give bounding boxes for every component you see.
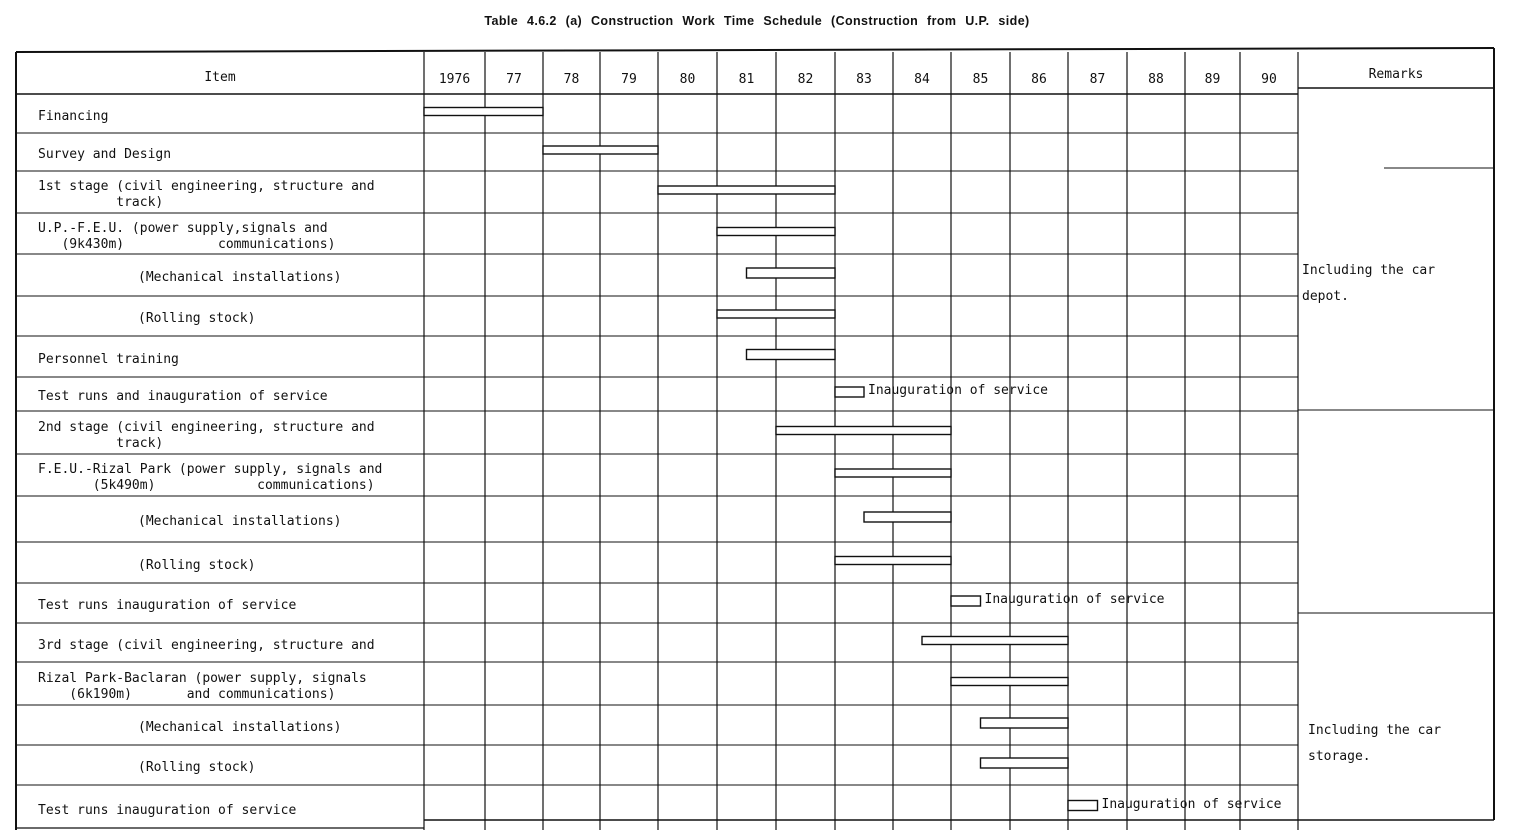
year-header: 83 — [856, 72, 872, 87]
row-label-line: 2nd stage (civil engineering, structure and — [38, 419, 375, 435]
row-label-line: (Mechanical installations) — [138, 270, 342, 285]
row-label — [138, 514, 342, 530]
row-label-line: 3rd stage (civil engineering, structure and — [38, 637, 375, 653]
year-header: 80 — [679, 72, 696, 87]
row-label — [38, 803, 296, 819]
row-label — [38, 179, 375, 211]
row-label — [138, 558, 255, 574]
table-top-border — [16, 48, 1494, 52]
row-label — [38, 221, 335, 253]
schedule-bar — [922, 637, 1068, 645]
remarks-header: Remarks — [1368, 67, 1424, 82]
row-label-line: Financing — [38, 108, 109, 124]
schedule-bar — [776, 427, 951, 435]
year-header: 88 — [1148, 72, 1164, 87]
schedule-bar — [424, 108, 543, 116]
year-header: 1976 — [438, 72, 471, 87]
row-label-line: (Rolling stock) — [138, 760, 256, 775]
schedule-bar — [835, 387, 864, 397]
row-label — [138, 720, 342, 736]
row-label-line: (6k190m) and communications) — [38, 686, 336, 702]
row-label — [38, 352, 179, 368]
inauguration-annotation: Inauguration of service — [1101, 796, 1282, 812]
table-title: Table 4.6.2 (a) Construction Work Time Schedule (Construction from U.P. side) — [484, 14, 1030, 28]
row-label — [38, 147, 171, 163]
row-label — [38, 462, 382, 494]
year-header: 81 — [738, 72, 755, 87]
inauguration-annotation: Inauguration of service — [868, 383, 1049, 398]
schedule-bar — [864, 512, 951, 522]
schedule-bar — [747, 268, 836, 278]
item-header: Item — [204, 70, 236, 85]
schedule-bar — [658, 186, 835, 194]
remark-storage: Including the car storage. — [1308, 723, 1442, 764]
schedule-bar — [981, 758, 1069, 768]
year-header: 77 — [506, 72, 522, 87]
row-label — [38, 389, 328, 405]
row-label-line: (Mechanical installations) — [138, 720, 342, 735]
row-label-line: (9k430m) communications) — [38, 236, 336, 252]
schedule-bar — [835, 557, 951, 565]
year-header: 78 — [563, 72, 580, 87]
year-header: 84 — [914, 72, 930, 87]
row-label-line: U.P.-F.E.U. (power supply,signals and — [38, 220, 328, 236]
row-label-line: (5k490m) communications) — [38, 478, 375, 493]
row-label-line: Rizal Park-Baclaran (power supply, signals — [38, 670, 367, 686]
schedule-bar — [717, 228, 835, 236]
row-label-line: (Rolling stock) — [138, 311, 256, 326]
row-label — [138, 760, 255, 776]
schedule-bar — [717, 310, 835, 318]
row-label — [38, 638, 375, 654]
schedule-bar — [981, 718, 1069, 728]
year-header: 90 — [1261, 72, 1277, 87]
row-label-line: (Rolling stock) — [138, 557, 256, 573]
row-label-line: track) — [38, 435, 164, 451]
row-label-line: (Mechanical installations) — [138, 514, 342, 529]
year-header: 86 — [1031, 72, 1047, 87]
year-header: 89 — [1204, 72, 1221, 87]
row-label — [138, 311, 255, 327]
schedule-bar — [1068, 801, 1098, 811]
row-label — [38, 109, 108, 125]
schedule-bar — [951, 596, 981, 606]
schedule-bar — [951, 678, 1068, 686]
year-header: 82 — [797, 72, 814, 87]
row-label — [38, 420, 375, 452]
year-header: 87 — [1089, 72, 1106, 87]
schedule-bar — [747, 350, 836, 360]
remark-depot: Including the car depot. — [1302, 263, 1436, 304]
row-label — [38, 671, 367, 703]
row-label — [38, 598, 296, 614]
row-label-line: Test runs inauguration of service — [38, 802, 297, 818]
row-label-line: Personnel training — [38, 351, 179, 367]
row-label-line: Test runs and inauguration of service — [38, 389, 328, 404]
row-label — [138, 270, 342, 286]
row-label-line: F.E.U.-Rizal Park (power supply, signals and — [38, 462, 383, 477]
year-header: 85 — [972, 72, 989, 87]
row-label-line: track) — [38, 195, 164, 210]
schedule-bar — [835, 469, 951, 477]
row-label-line: Survey and Design — [38, 147, 172, 162]
schedule-bar — [543, 146, 658, 154]
inauguration-annotation: Inauguration of service — [984, 592, 1165, 607]
row-label-line: Test runs inauguration of service — [38, 598, 297, 613]
row-label-line: 1st stage (civil engineering, structure and — [38, 179, 375, 194]
year-header: 79 — [621, 72, 637, 87]
